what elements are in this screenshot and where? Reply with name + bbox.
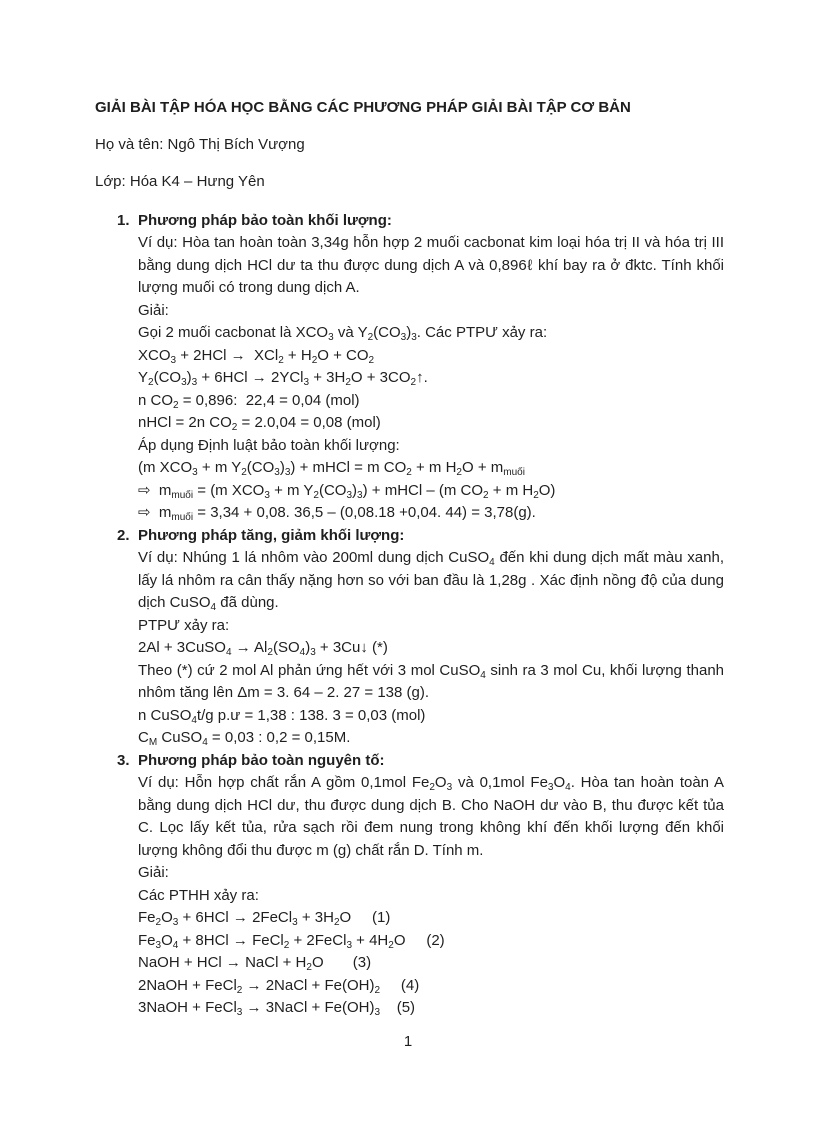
method-section-1: [95, 210, 724, 525]
section-heading: Phương pháp bảo toàn khối lượng:: [138, 211, 392, 229]
method-section-2: [95, 525, 724, 750]
calculation-line: ⇨ $m_{muối} = (m$ $XCO_3 + m$ $Y_2(CO_3)_3$) + mHCl – (m $CO_2 + m$ $H_2O$): [138, 481, 556, 501]
section-number: 1.: [117, 211, 130, 229]
section-number: 2.: [117, 526, 130, 544]
equation-line: $Y_2(CO_3)_3 + 6HCl \to 2YCl_3 + 3H_2O$ + $3CO_2↑$.: [138, 369, 428, 388]
document-title: GIẢI BÀI TẬP HÓA HỌC BẰNG CÁC PHƯƠNG PHÁP GIẢI BÀI TẬP CƠ BẢN: [95, 99, 631, 116]
equation-line: NaOH + HCl → NaCl + $H_2O$ (3): [138, 954, 372, 973]
calculation-line: ⇨ $m_{muối} = 3,34 + 0,08$. 36,5 – (0,08.18 +0,04. 44) = 3,78(g).: [138, 504, 536, 523]
document-content: [95, 97, 724, 1020]
calculation-line: $C_M$ CuSO$_4$ = 0,03 : 0,2 = 0,15M.: [138, 729, 351, 748]
text-line: Các PTHH xảy ra:: [138, 886, 259, 904]
equation-line: $XCO_3 + 2HCl \to XCl_2 + H_2O + CO_2$: [138, 346, 375, 366]
text-line: Gọi 2 muối cacbonat là $XCO_3$ và $Y_2(CO_3)_3$. Các PTPƯ xảy ra:: [138, 324, 548, 343]
page-number: 1: [403, 1033, 413, 1050]
calculation-line: (m $XCO_3 + m$ $Y_2(CO_3)_3$) + mHCl = m $CO_2 + m$ $H_2O + m_{muối}$: [138, 459, 525, 478]
text-line: PTPƯ xảy ra:: [138, 616, 230, 634]
section-number: 3.: [117, 751, 130, 769]
student-name-line: Họ và tên: Ngô Thị Bích Vượng: [95, 136, 305, 153]
section-heading: Phương pháp bảo toàn nguyên tố:: [138, 751, 385, 769]
example-paragraph: Ví dụ: Nhúng 1 lá nhôm vào 200ml dung dịch CuSO$_4$ đến khi dung dịch mất màu xanh, lấy lá nhôm ra cân thấy nặng hơn so với ban đầu là 1,28g . Xác định nồng độ của dung dịch CuSO$_4$ đã dùng.: [138, 549, 724, 613]
section-heading: Phương pháp tăng, giảm khối lượng:: [138, 526, 405, 544]
example-paragraph: Ví dụ: Hòa tan hoàn toàn 3,34g hỗn hợp 2 muối cacbonat kim loại hóa trị II và hóa trị III bằng dung dịch HCl dư ta thu được dung dịch A và 0,896ℓ khí bay ra ở đktc. Tính khối lượng muối có trong dung dịch A.: [138, 234, 724, 296]
solution-label: Giải:: [138, 301, 169, 319]
solution-label: Giải:: [138, 864, 169, 881]
method-section-3: [95, 750, 724, 1020]
class-line: Lớp: Hóa K4 – Hưng Yên: [95, 173, 265, 190]
equation-line: $Fe_3O_4 + 8HCl$ → FeCl$_2$ + 2FeCl$_3$ + $4H_2O$ (2): [138, 931, 445, 951]
calculation-line: n CuSO$_4$t/g p.ư = 1,38 : 138. 3 = 0,03 (mol): [138, 706, 426, 726]
equation-line: $Fe_2O_3 + 6HCl$ → 2FeCl$_3$ + $3H_2O$ (1): [138, 909, 391, 928]
equation-line: 2Al + 3CuSO$_4$ → $Al_2(SO_4)_3$ + 3Cu↓ (*): [138, 639, 388, 658]
calculation-line: n $CO_2 = 0,896$: 22,4 = 0,04 (mol): [138, 391, 360, 411]
calculation-line: nHCl = 2n $CO_2 = 2.0,04 = 0,08$ (mol): [138, 414, 381, 433]
example-paragraph: Ví dụ: Hỗn hợp chất rắn A gồm 0,1mol $Fe_2O_3$ và 0,1mol $Fe_3O_4$. Hòa tan hoàn toàn A bằng dung dịch HCl dư, thu được dung dịch B. Cho NaOH dư vào B, thu được kết tủa C. Lọc lấy kết tủa, rửa sạch rồi đem nung trong không khí đến khối lượng đến khối lượng không đổi thu được m (g) chất rắn D. Tính m.: [138, 774, 724, 859]
method-list: [95, 210, 724, 1020]
example-paragraph: Theo (*) cứ 2 mol Al phản ứng hết với 3 mol CuSO$_4$ sinh ra 3 mol Cu, khối lượng thanh nhôm tăng lên Δm = 3. 64 – 2. 27 = 138 (g).: [138, 661, 725, 701]
equation-line: 3NaOH + FeCl$_3$ → 3NaCl + $Fe(OH)_3$ (5): [138, 999, 416, 1018]
text-line: Áp dụng Định luật bảo toàn khối lượng:: [138, 436, 400, 454]
equation-line: 2NaOH + FeCl$_2$ → 2NaCl + $Fe(OH)_2$ (4): [138, 976, 420, 996]
